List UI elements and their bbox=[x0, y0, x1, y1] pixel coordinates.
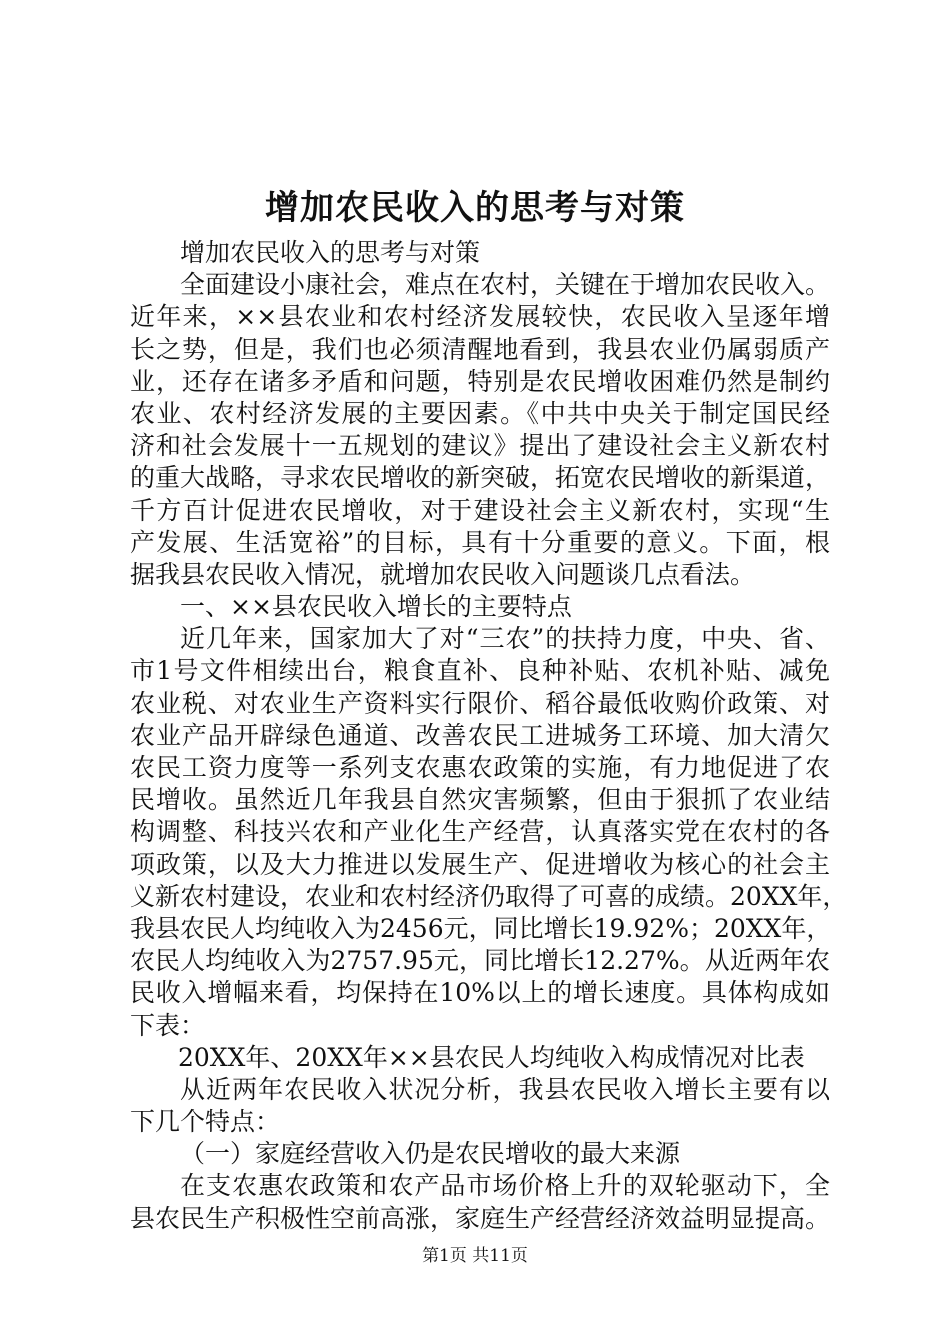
paragraph-line: 在支农惠农政策和农产品市场价格上升的双轮驱动下，全 bbox=[180, 1171, 830, 1201]
paragraph-line: 长之势，但是，我们也必须清醒地看到，我县农业仍属弱质产 bbox=[130, 334, 830, 364]
paragraph-line: 千方百计促进农民增收，对于建设社会主义新农村，实现“生 bbox=[130, 495, 830, 525]
paragraph-line: 义新农村建设，农业和农村经济仍取得了可喜的成绩。20XX年， bbox=[130, 881, 848, 911]
paragraph-line: 农民工资力度等一系列支农惠农政策的实施，有力地促进了农 bbox=[130, 753, 830, 782]
paragraph-line: 农民人均纯收入为2757.95元，同比增长12.27%。从近两年农 bbox=[130, 946, 830, 976]
paragraph-line: 业，还存在诸多矛盾和问题，特别是农民增收困难仍然是制约 bbox=[130, 366, 830, 396]
subsection-heading: （一）家庭经营收入仍是农民增收的最大来源 bbox=[180, 1139, 681, 1169]
paragraph-line: 我县农民人均纯收入为2456元，同比增长19.92%；20XX年， bbox=[130, 913, 832, 943]
paragraph-line: 近年来，××县农业和农村经济发展较快，农民收入呈逐年增 bbox=[130, 302, 830, 332]
paragraph-line: 农业、农村经济发展的主要因素。《中共中央关于制定国民经 bbox=[130, 398, 830, 428]
paragraph-line: 县农民生产积极性空前高涨，家庭生产经营经济效益明显提高。 bbox=[130, 1203, 831, 1233]
paragraph-line: 农业税、对农业生产资料实行限价、稻谷最低收购价政策、对 bbox=[130, 688, 830, 718]
subtitle-line: 增加农民收入的思考与对策 bbox=[180, 238, 481, 267]
paragraph-line: 项政策，以及大力推进以发展生产、促进增收为核心的社会主 bbox=[130, 849, 830, 879]
section-heading: 一、××县农民收入增长的主要特点 bbox=[180, 592, 572, 622]
document-title: 增加农民收入的思考与对策 bbox=[265, 188, 685, 228]
paragraph-line: 的重大战略，寻求农民增收的新突破，拓宽农民增收的新渠道， bbox=[130, 463, 831, 493]
paragraph-line: 民收入增幅来看，均保持在10%以上的增长速度。具体构成如 bbox=[130, 978, 830, 1008]
paragraph-line: 构调整、科技兴农和产业化生产经营，认真落实党在农村的各 bbox=[130, 817, 830, 847]
document-body bbox=[130, 237, 848, 1235]
paragraph-line: 市1号文件相续出台，粮食直补、良种补贴、农机补贴、减免 bbox=[130, 656, 830, 686]
paragraph-line: 下表： bbox=[130, 1010, 206, 1040]
paragraph-line: 全面建设小康社会，难点在农村，关键在于增加农民收入。 bbox=[180, 270, 831, 300]
paragraph-line: 产发展、生活宽裕”的目标，具有十分重要的意义。下面，根 bbox=[130, 527, 830, 557]
paragraph-line: 据我县农民收入情况，就增加农民收入问题谈几点看法。 bbox=[130, 559, 756, 589]
page-footer: 第1页 共11页 bbox=[422, 1246, 528, 1266]
paragraph-line: 从近两年农民收入状况分析，我县农民收入增长主要有以 bbox=[180, 1074, 830, 1104]
paragraph-line: 农业产品开辟绿色通道、改善农民工进城务工环境、加大清欠 bbox=[130, 720, 830, 750]
table-caption: 20XX年、20XX年××县农民人均纯收入构成情况对比表 bbox=[178, 1042, 805, 1072]
paragraph-line: 济和社会发展十一五规划的建议》提出了建设社会主义新农村 bbox=[130, 431, 830, 461]
paragraph-line: 下几个特点： bbox=[130, 1107, 281, 1137]
paragraph-line: 民增收。虽然近几年我县自然灾害频繁，但由于狠抓了农业结 bbox=[130, 785, 830, 815]
paragraph-line: 近几年来，国家加大了对“三农”的扶持力度，中央、省、 bbox=[180, 624, 830, 654]
